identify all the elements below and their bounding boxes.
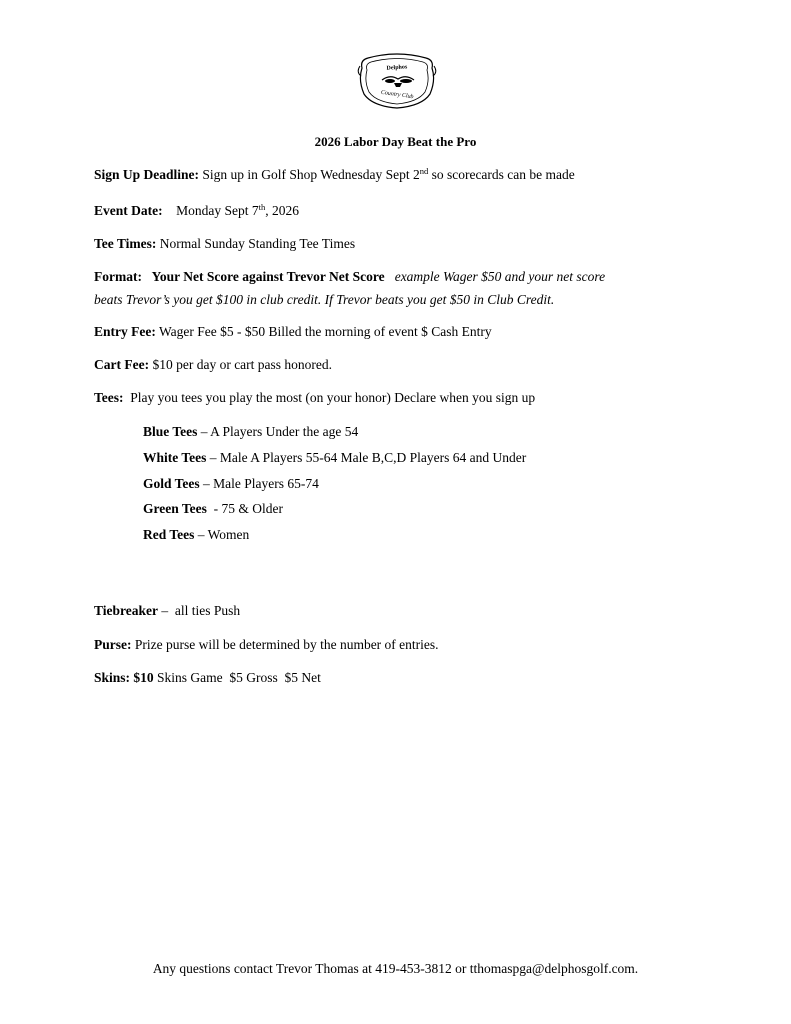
format-line-1 xyxy=(94,269,605,285)
event-date-sup: th xyxy=(258,202,266,212)
tee-item-name: Gold Tees xyxy=(143,476,200,491)
tee-item-name: Red Tees xyxy=(143,527,195,542)
cart-fee-line xyxy=(94,357,332,373)
tee-item-gold xyxy=(143,476,319,492)
signup-deadline-line xyxy=(94,167,575,183)
cart-fee-text: $10 per day or cart pass honored. xyxy=(149,357,333,372)
tee-item-name: Blue Tees xyxy=(143,424,198,439)
skins-text: Skins Game $5 Gross $5 Net xyxy=(153,670,321,685)
tee-times-text: Normal Sunday Standing Tee Times xyxy=(156,236,356,251)
tees-label: Tees: xyxy=(94,390,124,405)
tees-line xyxy=(94,390,535,406)
event-date-label: Event Date: xyxy=(94,203,163,218)
event-date-line xyxy=(94,203,299,219)
purse-line xyxy=(94,637,439,653)
entry-fee-line xyxy=(94,324,492,340)
event-date-text-a: Monday Sept 7 xyxy=(162,203,259,218)
tee-item-desc: – Male Players 65-74 xyxy=(199,476,319,491)
svg-text:Delphos: Delphos xyxy=(386,64,408,72)
tee-item-desc: - 75 & Older xyxy=(206,501,283,516)
skins-label: Skins: $10 xyxy=(94,670,154,685)
tee-times-line xyxy=(94,236,355,252)
tee-item-green xyxy=(143,501,283,517)
tee-item-white xyxy=(143,450,526,466)
tee-times-label: Tee Times: xyxy=(94,236,157,251)
event-date-text-b: , 2026 xyxy=(265,203,299,218)
tee-item-name: White Tees xyxy=(143,450,207,465)
format-label: Format: xyxy=(94,269,142,284)
signup-deadline-label: Sign Up Deadline: xyxy=(94,167,200,182)
entry-fee-label: Entry Fee: xyxy=(94,324,156,339)
purse-text: Prize purse will be determined by the number of entries. xyxy=(131,637,439,652)
skins-line xyxy=(94,670,321,686)
tiebreaker-text: – all ties Push xyxy=(158,603,241,618)
tee-item-blue xyxy=(143,424,358,440)
signup-deadline-text-b: so scorecards can be made xyxy=(428,167,575,182)
tee-item-name: Green Tees xyxy=(143,501,207,516)
format-italic-b: beats Trevor’s you get $100 in club credit. If Trevor beats you get $50 in Club Credit. xyxy=(94,292,555,307)
document-title: 2026 Labor Day Beat the Pro xyxy=(314,134,477,149)
format-italic-a: example Wager $50 and your net score xyxy=(384,269,606,284)
contact-footer: Any questions contact Trevor Thomas at 419-453-3812 or tthomaspga@delphosgolf.com. xyxy=(152,961,639,976)
cart-fee-label: Cart Fee: xyxy=(94,357,150,372)
signup-deadline-sup: nd xyxy=(419,166,429,176)
format-line-2 xyxy=(94,292,554,308)
tiebreaker-line xyxy=(94,603,240,619)
tee-item-desc: – Women xyxy=(194,527,250,542)
tee-item-desc: – Male A Players 55-64 Male B,C,D Players 64 and Under xyxy=(206,450,527,465)
tee-item-desc: – A Players Under the age 54 xyxy=(197,424,359,439)
purse-label: Purse: xyxy=(94,637,132,652)
entry-fee-text: Wager Fee $5 - $50 Billed the morning of event $ Cash Entry xyxy=(155,324,492,339)
svg-text:Country Club: Country Club xyxy=(380,89,414,101)
tees-text: Play you tees you play the most (on your honor) Declare when you sign up xyxy=(123,390,536,405)
format-bold-text: Your Net Score against Trevor Net Score xyxy=(141,269,385,284)
signup-deadline-text-a: Sign up in Golf Shop Wednesday Sept 2 xyxy=(199,167,420,182)
tee-item-red xyxy=(143,527,249,543)
club-crest-logo xyxy=(356,50,438,110)
tiebreaker-label: Tiebreaker xyxy=(94,603,158,618)
